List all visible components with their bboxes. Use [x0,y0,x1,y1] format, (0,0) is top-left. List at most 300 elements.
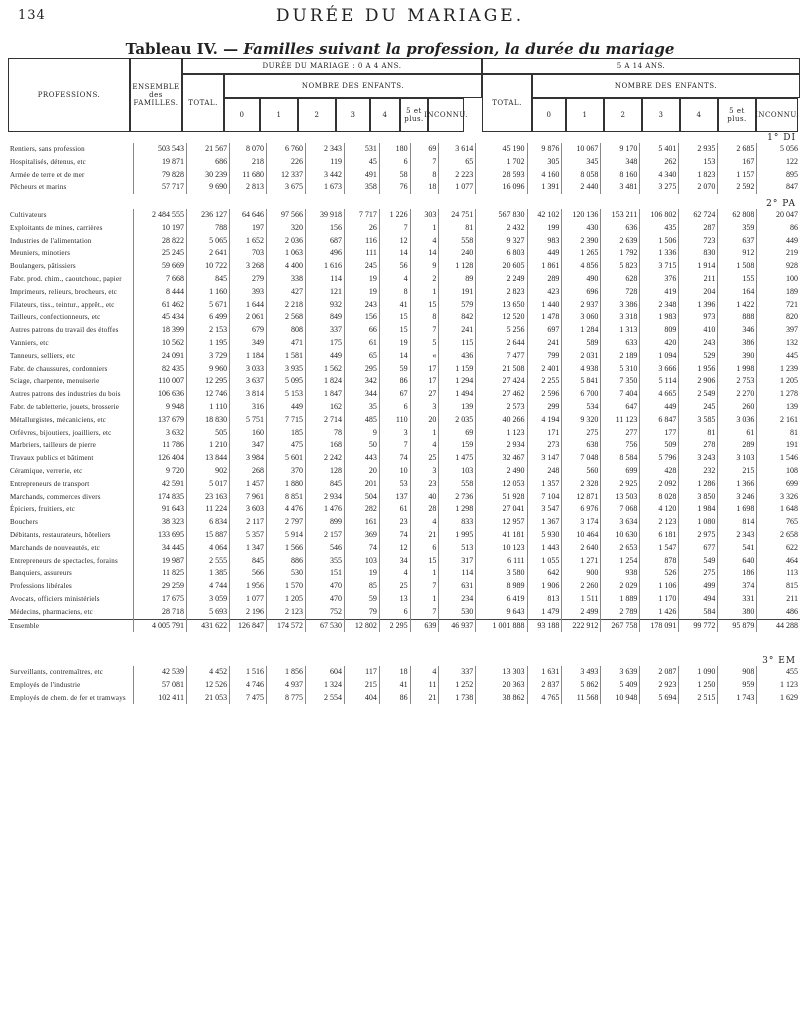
table-row [8,363,800,376]
table-cell: 59 669 [133,260,186,273]
table-cell: 8 [379,286,410,299]
header-col-1-4: 4 [370,98,400,132]
table-cell: 14 [379,350,410,363]
table-cell: 526 [640,567,679,580]
table-cell: 3 585 [679,414,718,427]
table-cell: 64 646 [230,209,267,222]
table-cell: 3 614 [439,143,476,156]
table-cell: 2 789 [601,606,640,619]
table-cell: 1 347 [230,542,267,555]
table-cell: 1 479 [527,606,562,619]
table-cell: 23 [379,516,410,529]
row-label: Sciage, charpente, menuiserie [10,377,100,386]
table-cell: 3 442 [305,169,344,182]
table-cell: 2 658 [757,529,800,542]
table-cell: 347 [230,439,267,452]
table-cell: 505 [187,427,230,440]
table-cell: 6 976 [562,503,601,516]
table-cell: 503 543 [133,143,186,156]
table-cell: 845 [305,478,344,491]
table-cell: 331 [718,593,757,606]
row-label: Professions libérales [10,582,72,591]
table-cell: 529 [679,350,718,363]
table-cell: 404 [344,692,379,705]
table-cell: 1 861 [527,260,562,273]
table-cell: 2 592 [718,181,757,194]
header-col-1-5: 5 et plus. [400,98,428,132]
table-cell: 3 814 [230,388,267,401]
table-cell: 17 [410,363,439,376]
table-cell: 11 825 [133,567,186,580]
table-row [8,181,800,194]
table-cell: 27 462 [476,388,527,401]
table-cell: 1 673 [305,181,344,194]
table-cell: 5 930 [527,529,562,542]
table-cell: 11 123 [601,414,640,427]
table-cell: 604 [305,666,344,679]
table-cell: 4 765 [527,692,562,705]
table-cell: 65 [439,156,476,169]
table-cell: 3 [410,465,439,478]
table-cell: 799 [527,350,562,363]
row-label: Employés de chem. de fer et tramways [10,693,126,702]
table-row [8,567,800,580]
row-label: Fabr. de tabletterie, jouets, brosserie [10,402,120,411]
table-cell: 8 775 [267,692,306,705]
table-cell: 114 [305,273,344,286]
table-cell: 219 [757,247,800,260]
table-cell: 5 357 [230,529,267,542]
table-cell: 85 [344,580,379,593]
table-cell: 2 925 [601,478,640,491]
table-cell: 337 [439,666,476,679]
table-cell: 5 095 [267,375,306,388]
table-cell: 376 [640,273,679,286]
table-cell: 2 157 [305,529,344,542]
table-cell: 174 835 [133,491,186,504]
table-cell: 1 090 [679,666,718,679]
table-cell: 2 092 [640,478,679,491]
table-cell: 6 [379,401,410,414]
table-cell: 1 [410,222,439,235]
table-cell: 3 386 [601,299,640,312]
table-cell: 3 059 [187,593,230,606]
table-cell: 703 [230,247,267,260]
table-cell: 8 [410,169,439,182]
table-cell: 103 [344,555,379,568]
table-cell: 10 464 [562,529,601,542]
row-label: Ensemble [8,619,133,632]
table-cell: 2 813 [230,181,267,194]
table-cell: 7 961 [230,491,267,504]
table-cell: 342 [344,375,379,388]
table-cell: 1 511 [562,593,601,606]
table-cell: 1 210 [187,439,230,452]
table-cell: 566 [230,567,267,580]
table-cell: 1 475 [439,452,476,465]
table-cell: 116 [344,235,379,248]
table-cell: 12 295 [187,375,230,388]
table-cell: 7 104 [527,491,562,504]
table-cell: 19 [344,273,379,286]
table-cell: 20 [344,465,379,478]
table-cell: 4 [410,666,439,679]
table-cell: 4 400 [267,260,306,273]
table-cell: 211 [679,273,718,286]
table-cell: 204 [679,286,718,299]
table-cell: 82 435 [133,363,186,376]
table-cell: 638 [562,439,601,452]
table-cell: 39 918 [305,209,344,222]
table-cell: 1 478 [527,311,562,324]
table-row [8,324,800,337]
table-cell: 275 [562,427,601,440]
row-label: Industries de l'alimentation [10,236,92,245]
table-cell: 2 029 [601,580,640,593]
table-cell: 12 746 [187,388,230,401]
table-cell: 191 [439,286,476,299]
table-cell: 9 320 [562,414,601,427]
table-cell: 121 [305,286,344,299]
table-cell: 20 605 [476,260,527,273]
table-cell: 171 [527,427,562,440]
table-cell: 1 385 [187,567,230,580]
table-cell: 1 698 [718,503,757,516]
table-cell: 189 [757,286,800,299]
table-cell: 2 906 [679,375,718,388]
table-row [8,679,800,692]
table-cell: 2 837 [527,679,562,692]
table-cell: 2 555 [187,555,230,568]
table-cell: 89 [439,273,476,286]
table-row [8,491,800,504]
table-cell: 79 828 [133,169,186,182]
table-cell: 486 [757,606,800,619]
table-cell: 3 147 [527,452,562,465]
table-cell: 6 [410,542,439,555]
row-label: Débitants, restaurateurs, hôteliers [10,530,111,539]
running-header [0,0,800,34]
table-row [8,555,800,568]
table-cell: 5 056 [757,143,800,156]
table-cell: 1 195 [187,337,230,350]
table-row [8,593,800,606]
table-cell: 102 411 [133,692,186,705]
table-cell: 61 [379,503,410,516]
table-cell: 491 [344,169,379,182]
table-cell: 62 724 [679,209,718,222]
table-cell: 355 [305,555,344,568]
table-cell: 120 136 [562,209,601,222]
table-cell: 299 [527,401,562,414]
table-cell: 788 [187,222,230,235]
table-cell: 17 675 [133,593,186,606]
table-cell: 820 [757,311,800,324]
table-cell: 2 573 [476,401,527,414]
row-label: Métallurgistes, mécaniciens, etc [10,415,107,424]
table-cell: 7 048 [562,452,601,465]
table-row [8,235,800,248]
row-label: Filateurs, tiss., teintur., apprêt., etc [10,300,115,309]
table-cell: 428 [640,465,679,478]
table-cell: 374 [718,580,757,593]
table-cell: 3 246 [718,491,757,504]
table-cell: 4 665 [640,388,679,401]
table-cell: 1 [410,427,439,440]
table-cell: 108 [757,465,800,478]
table-cell: 50 [344,439,379,452]
table-cell: 226 [267,156,306,169]
table-cell: 1 914 [679,260,718,273]
table-cell: 2 242 [305,452,344,465]
table-cell: 3 984 [230,452,267,465]
table-cell: 201 [344,478,379,491]
table-cell: 359 [718,222,757,235]
table-cell: 7 [379,222,410,235]
table-cell: 2 596 [527,388,562,401]
table-cell: 3 318 [601,311,640,324]
table-cell: 1 494 [439,388,476,401]
table-cell: 241 [439,324,476,337]
table-cell: 61 462 [133,299,186,312]
table-cell: 2 328 [562,478,601,491]
table-row [8,143,800,156]
table-cell: 1 [410,286,439,299]
table-cell: 6 111 [476,555,527,568]
table-cell: 830 [679,247,718,260]
table-cell: 133 695 [133,529,186,542]
table-cell: 28 [410,503,439,516]
table-cell: 5 694 [640,692,679,705]
table-cell: 4 [410,235,439,248]
table-cell: 12 526 [187,679,230,692]
table-cell: 723 [679,235,718,248]
table-cell: 6 803 [476,247,527,260]
table-row [8,388,800,401]
table-cell: 1 652 [230,235,267,248]
table-cell: 7 715 [267,414,306,427]
table-cell: 1 396 [679,299,718,312]
table-cell: 390 [718,350,757,363]
table-cell: 1 476 [305,503,344,516]
table-cell: 5 [410,337,439,350]
table-cell: 25 [379,580,410,593]
table-cell: 62 808 [718,209,757,222]
table-cell: 3 935 [267,363,306,376]
table-cell: 67 530 [305,619,344,632]
table-cell: 1 077 [230,593,267,606]
table-cell: « [410,350,439,363]
table-cell: 4 744 [187,580,230,593]
table-cell: 902 [187,465,230,478]
table-cell: 7 [379,439,410,452]
header-col-2-1: 1 [566,98,604,132]
table-cell: 2 117 [230,516,267,529]
table-cell: 2 641 [187,247,230,260]
table-cell: 7 [410,324,439,337]
table-cell: 677 [679,542,718,555]
table-cell: 2 753 [718,375,757,388]
table-cell: 19 871 [133,156,186,169]
table-cell: 2 087 [640,666,679,679]
table-row [8,247,800,260]
table-row [8,286,800,299]
table-cell: 18 [410,181,439,194]
table-cell: 41 [379,679,410,692]
table-cell: 161 [344,516,379,529]
table-cell: 959 [718,679,757,692]
table-cell: 66 [344,324,379,337]
table-cell: 1 956 [230,580,267,593]
table-cell: 137 [379,491,410,504]
table-cell: 345 [562,156,601,169]
table-cell: 833 [439,516,476,529]
table-cell: 2 440 [562,181,601,194]
table-cell: 5 256 [476,324,527,337]
table-cell: 25 245 [133,247,186,260]
table-cell: 4 120 [640,503,679,516]
table-cell: 19 987 [133,555,186,568]
table-cell: 11 680 [230,169,267,182]
table-cell: 847 [757,181,800,194]
table-cell: 23 [410,478,439,491]
table-cell: 12 871 [562,491,601,504]
table-cell: 888 [718,311,757,324]
table-cell: 5 017 [187,478,230,491]
table-cell: 159 [439,439,476,452]
table-cell: 1 547 [640,542,679,555]
table-cell: 7 475 [230,692,267,705]
header-col-2-5: 5 et plus. [718,98,756,132]
row-label: Céramique, verrerie, etc [10,466,83,475]
table-cell: 338 [267,273,306,286]
table-cell: 2 218 [267,299,306,312]
table-cell: 445 [757,350,800,363]
table-cell: 191 [757,439,800,452]
table-cell: 18 399 [133,324,186,337]
table-cell: 8 028 [640,491,679,504]
table-cell: 475 [267,439,306,452]
table-cell: 27 041 [476,503,527,516]
table-cell: 530 [267,567,306,580]
table-cell: 162 [305,401,344,414]
table-row [8,692,800,705]
table-cell: 455 [757,666,800,679]
table-header [8,58,800,132]
table-cell: 197 [230,222,267,235]
table-cell: 1 159 [439,363,476,376]
table-cell: 3 268 [230,260,267,273]
table-cell: 2 223 [439,169,476,182]
table-cell: 5 693 [187,606,230,619]
table-cell: 1 631 [527,666,562,679]
table-cell: 46 937 [439,619,476,632]
table-cell: 245 [344,260,379,273]
table-cell: 2 270 [718,388,757,401]
table-cell: 13 844 [187,452,230,465]
table-cell: 17 [410,375,439,388]
table-row [8,375,800,388]
table-cell: 642 [527,567,562,580]
table-row [8,606,800,619]
table-cell: 2 935 [679,143,718,156]
table-cell: 23 163 [187,491,230,504]
table-cell: 849 [305,311,344,324]
table-cell: 530 [439,606,476,619]
table-cell: 1 856 [267,666,306,679]
table-cell: 18 830 [187,414,230,427]
table-cell: 115 [439,337,476,350]
table-cell: 114 [439,567,476,580]
table-cell: 531 [344,143,379,156]
table-cell: 103 [439,465,476,478]
table-cell: 9 327 [476,235,527,248]
table-cell: 15 [379,324,410,337]
table-cell: 1 055 [527,555,562,568]
row-label: Meuniers, minotiers [10,249,71,258]
table-cell: 1 205 [757,375,800,388]
table-row [8,439,800,452]
table-cell: 1 226 [379,209,410,222]
table-cell: 878 [640,555,679,568]
table-cell: 397 [757,324,800,337]
table-cell: 3 634 [601,516,640,529]
table-cell: 1 984 [679,503,718,516]
table-cell: 21 [410,529,439,542]
table-cell: 117 [344,666,379,679]
table-cell: 59 [379,363,410,376]
table-cell: 6 847 [640,414,679,427]
table-row [8,465,800,478]
table-cell: 449 [267,401,306,414]
table-cell: 57 081 [133,679,186,692]
table-cell: 1 357 [527,478,562,491]
table-cell: 160 [230,427,267,440]
row-label: Marchands de nouveautés, etc [10,543,100,552]
table-cell: 1 324 [305,679,344,692]
table-cell: 1 077 [439,181,476,194]
table-cell: 2 554 [305,692,344,705]
table-cell: 430 [562,222,601,235]
table-cell: 8 058 [562,169,601,182]
row-label: Surveillants, contremaîtres, etc [10,668,104,676]
table-cell: 303 [410,209,439,222]
table-cell: 337 [305,324,344,337]
table-cell: 928 [757,260,800,273]
table-cell: 139 [757,401,800,414]
table-cell: 5 671 [187,299,230,312]
table-cell: 58 [379,169,410,182]
table-cell: 370 [267,465,306,478]
header-col-1-0: 0 [224,98,260,132]
table-cell: 4 340 [640,169,679,182]
table-cell: 1 [410,567,439,580]
table-cell: 178 091 [640,619,679,632]
table-cell: 100 [757,273,800,286]
table-cell: 1 995 [439,529,476,542]
table-cell: 3 103 [718,452,757,465]
table-cell: 268 [230,465,267,478]
table-cell: 15 [410,299,439,312]
table-cell: 11 224 [187,503,230,516]
table-cell: 6 834 [187,516,230,529]
table-cell: 2 123 [267,606,306,619]
table-cell: 24 751 [439,209,476,222]
table-cell: 431 622 [187,619,230,632]
table-cell: 12 337 [267,169,306,182]
table-cell: 59 [344,593,379,606]
table-cell: 2 153 [187,324,230,337]
